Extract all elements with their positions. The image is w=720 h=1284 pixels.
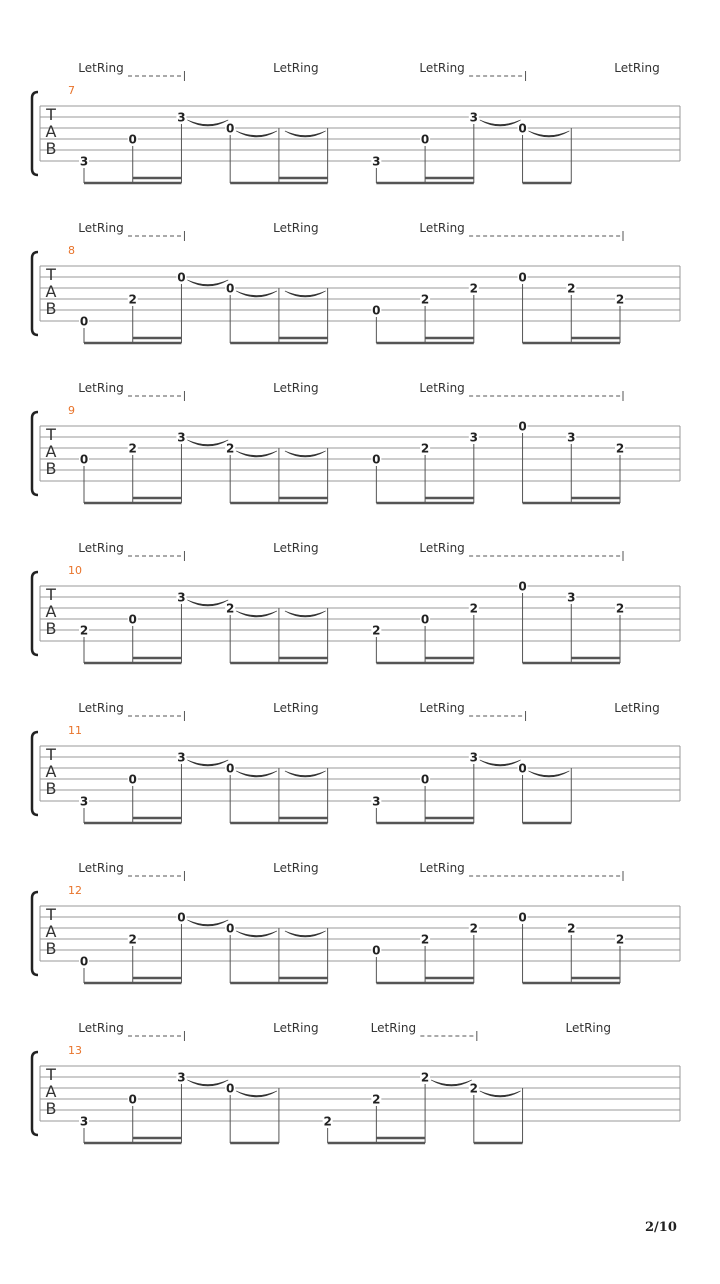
tab-clef-letter: B xyxy=(45,139,57,158)
tie-arc xyxy=(285,451,326,457)
fret-number: 0 xyxy=(226,921,235,936)
fret-number: 2 xyxy=(128,441,137,456)
let-ring-label: LetRing xyxy=(273,221,319,235)
fret-number: 2 xyxy=(128,292,137,307)
tab-clef-letter: A xyxy=(45,442,57,461)
tie-arc xyxy=(187,1080,228,1086)
measure-number: 9 xyxy=(68,404,75,417)
tie-arc xyxy=(529,131,570,137)
fret-number: 3 xyxy=(79,794,89,809)
fret-number: 0 xyxy=(79,452,89,467)
tie-arc xyxy=(236,291,277,297)
let-ring-label: LetRing xyxy=(78,701,124,715)
tab-clef-letter: B xyxy=(45,939,57,958)
measure-number: 8 xyxy=(68,244,75,257)
fret-number: 0 xyxy=(128,772,137,787)
fret-number: 2 xyxy=(323,1114,332,1129)
system-bracket xyxy=(32,572,38,655)
fret-number: 2 xyxy=(420,292,430,307)
tab-clef-letter: A xyxy=(45,1082,57,1101)
let-ring-label: LetRing xyxy=(78,541,124,555)
fret-number: 2 xyxy=(420,441,430,456)
let-ring-label: LetRing xyxy=(419,61,465,75)
fret-number: 2 xyxy=(79,623,89,638)
tie-arc xyxy=(187,600,228,606)
tie-arc xyxy=(285,611,326,617)
tab-clef-letter: A xyxy=(45,122,57,141)
fret-number: 0 xyxy=(518,270,527,285)
fret-number: 2 xyxy=(226,601,235,616)
fret-number: 0 xyxy=(518,419,527,434)
fret-number: 2 xyxy=(469,281,478,296)
tab-clef-letter: B xyxy=(45,779,57,798)
let-ring-label: LetRing xyxy=(419,861,465,875)
let-ring-label: LetRing xyxy=(78,381,124,395)
fret-number: 3 xyxy=(79,154,89,169)
tab-clef-letter: B xyxy=(45,619,57,638)
tab-clef-letter: T xyxy=(46,1065,56,1084)
fret-number: 2 xyxy=(567,281,576,296)
tab-clef-letter: A xyxy=(45,602,57,621)
let-ring-label: LetRing xyxy=(273,61,319,75)
fret-number: 0 xyxy=(518,121,527,136)
let-ring-label: LetRing xyxy=(78,61,124,75)
fret-number: 2 xyxy=(420,1070,430,1085)
tie-arc xyxy=(187,760,228,766)
tab-clef-letter: B xyxy=(45,299,57,318)
let-ring-label: LetRing xyxy=(565,1021,612,1035)
system-bracket xyxy=(32,92,38,175)
fret-number: 2 xyxy=(469,601,478,616)
fret-number: 3 xyxy=(469,750,478,765)
tie-arc xyxy=(480,120,521,126)
fret-number: 0 xyxy=(518,761,527,776)
fret-number: 3 xyxy=(372,794,381,809)
fret-number: 2 xyxy=(615,292,625,307)
tie-arc xyxy=(529,771,570,777)
tie-arc xyxy=(236,931,277,937)
fret-number: 0 xyxy=(177,910,186,925)
fret-number: 3 xyxy=(567,430,576,445)
tie-arc xyxy=(236,611,277,617)
system-bracket xyxy=(32,892,38,975)
let-ring-label: LetRing xyxy=(273,861,319,875)
fret-number: 0 xyxy=(518,910,527,925)
fret-number: 0 xyxy=(128,1092,137,1107)
system-bracket xyxy=(32,412,38,495)
fret-number: 2 xyxy=(615,601,625,616)
tie-arc xyxy=(236,451,277,457)
tie-arc xyxy=(431,1080,472,1086)
fret-number: 0 xyxy=(420,132,430,147)
fret-number: 0 xyxy=(79,314,89,329)
fret-number: 0 xyxy=(420,612,430,627)
fret-number: 3 xyxy=(177,590,186,605)
fret-number: 2 xyxy=(372,623,381,638)
tab-clef-letter: B xyxy=(45,459,57,478)
fret-number: 0 xyxy=(372,303,381,318)
measure-number: 7 xyxy=(68,84,75,97)
fret-number: 2 xyxy=(372,1092,381,1107)
let-ring-label: LetRing xyxy=(419,701,465,715)
fret-number: 2 xyxy=(469,921,478,936)
tie-arc xyxy=(236,1091,277,1097)
tie-arc xyxy=(187,120,228,126)
tab-clef-letter: B xyxy=(45,1099,57,1118)
let-ring-label: LetRing xyxy=(419,381,465,395)
measure-number: 13 xyxy=(68,1044,82,1057)
let-ring-label: LetRing xyxy=(419,541,465,555)
page-number: 2/10 xyxy=(645,1220,677,1235)
fret-number: 2 xyxy=(615,441,625,456)
fret-number: 0 xyxy=(226,1081,235,1096)
system-bracket xyxy=(32,252,38,335)
fret-number: 3 xyxy=(469,110,478,125)
let-ring-label: LetRing xyxy=(614,61,660,75)
tie-arc xyxy=(236,131,277,137)
tab-clef-letter: A xyxy=(45,282,57,301)
let-ring-label: LetRing xyxy=(419,221,465,235)
tab-clef-letter: T xyxy=(46,585,56,604)
let-ring-label: LetRing xyxy=(273,541,319,555)
fret-number: 2 xyxy=(226,441,235,456)
tie-arc xyxy=(187,280,228,286)
system-bracket xyxy=(32,1052,38,1135)
let-ring-label: LetRing xyxy=(273,701,319,715)
tie-arc xyxy=(236,771,277,777)
tab-clef-letter: A xyxy=(45,762,57,781)
measure-number: 12 xyxy=(68,884,82,897)
fret-number: 0 xyxy=(226,761,235,776)
fret-number: 3 xyxy=(79,1114,89,1129)
tie-arc xyxy=(285,291,326,297)
fret-number: 3 xyxy=(372,154,381,169)
tab-clef-letter: A xyxy=(45,922,57,941)
tie-arc xyxy=(480,760,521,766)
measure-number: 11 xyxy=(68,724,82,737)
fret-number: 0 xyxy=(128,612,137,627)
fret-number: 0 xyxy=(226,281,235,296)
measure-number: 10 xyxy=(68,564,82,577)
fret-number: 0 xyxy=(372,943,381,958)
fret-number: 0 xyxy=(79,954,89,969)
tab-clef-letter: T xyxy=(46,265,56,284)
fret-number: 3 xyxy=(177,110,186,125)
fret-number: 2 xyxy=(615,932,625,947)
tab-clef-letter: T xyxy=(46,425,56,444)
fret-number: 3 xyxy=(177,1070,186,1085)
tie-arc xyxy=(285,131,326,137)
fret-number: 3 xyxy=(177,430,186,445)
tie-arc xyxy=(480,1091,521,1097)
fret-number: 3 xyxy=(567,590,576,605)
fret-number: 0 xyxy=(128,132,137,147)
tie-arc xyxy=(187,440,228,446)
let-ring-label: LetRing xyxy=(614,701,660,715)
fret-number: 2 xyxy=(420,932,430,947)
fret-number: 2 xyxy=(469,1081,478,1096)
fret-number: 0 xyxy=(226,121,235,136)
let-ring-label: LetRing xyxy=(78,1021,124,1035)
tie-arc xyxy=(285,931,326,937)
fret-number: 0 xyxy=(420,772,430,787)
fret-number: 0 xyxy=(518,579,527,594)
fret-number: 3 xyxy=(177,750,186,765)
let-ring-label: LetRing xyxy=(78,861,124,875)
tab-clef-letter: T xyxy=(46,105,56,124)
tab-clef-letter: T xyxy=(46,905,56,924)
fret-number: 0 xyxy=(372,452,381,467)
system-bracket xyxy=(32,732,38,815)
let-ring-label: LetRing xyxy=(78,221,124,235)
fret-number: 0 xyxy=(177,270,186,285)
tie-arc xyxy=(187,920,228,926)
fret-number: 2 xyxy=(567,921,576,936)
let-ring-label: LetRing xyxy=(273,1021,319,1035)
tie-arc xyxy=(285,771,326,777)
tab-clef-letter: T xyxy=(46,745,56,764)
fret-number: 2 xyxy=(128,932,137,947)
fret-number: 3 xyxy=(469,430,478,445)
let-ring-label: LetRing xyxy=(370,1021,417,1035)
let-ring-label: LetRing xyxy=(273,381,319,395)
